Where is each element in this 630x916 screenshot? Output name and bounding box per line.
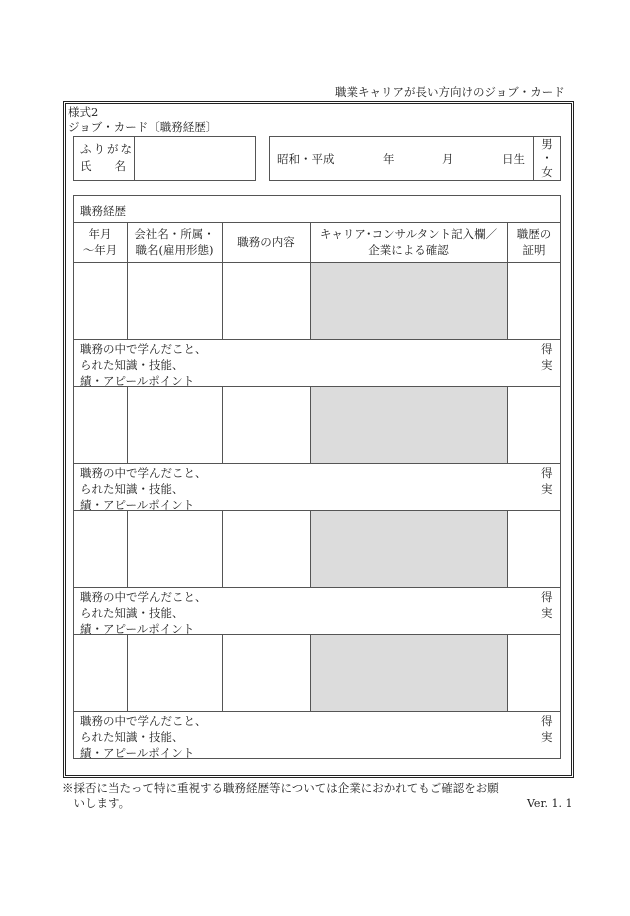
entry-field-period[interactable] xyxy=(74,635,126,710)
form-number: 様式2 xyxy=(68,105,99,119)
entry-field-duties[interactable] xyxy=(223,263,309,338)
column-header-company: 会社名・所属・ 職名(雇用形態) xyxy=(134,227,215,257)
era-label[interactable]: 昭和・平成 xyxy=(277,152,335,166)
year-label: 年 xyxy=(383,152,395,166)
appeal-label-right: 得 実 xyxy=(541,342,553,372)
appeal-label-right: 得 実 xyxy=(541,466,553,496)
appeal-field[interactable] xyxy=(200,341,530,383)
entry-field-duties[interactable] xyxy=(223,511,309,586)
name-label: 氏 名 xyxy=(80,159,126,173)
column-header-consultant-confirmation: キャリア･コンサルタント記入欄／ 企業による確認 xyxy=(319,227,498,257)
footer-note: ※採否に当たって特に重視する職務経歴等については企業におかれてもご確認をお願 いします。 xyxy=(62,781,499,810)
gender-select[interactable] xyxy=(534,137,560,179)
column-header-duties: 職務の内容 xyxy=(237,235,295,249)
section-label: 職務経歴 xyxy=(80,204,126,218)
entry-field-duties[interactable] xyxy=(223,635,309,710)
furigana-label: ふりがな xyxy=(80,142,134,156)
entry-field-company[interactable] xyxy=(128,263,221,338)
column-divider xyxy=(310,510,311,587)
column-header-employment-proof: 職歴の 証明 xyxy=(516,227,552,257)
appeal-field[interactable] xyxy=(200,465,530,507)
row-divider xyxy=(73,463,561,464)
row-divider xyxy=(73,711,561,712)
entry-field-employment-proof[interactable] xyxy=(508,635,560,710)
day-label: 日生 xyxy=(502,152,525,166)
appeal-label: 職務の中で学んだこと、 られた知識・技能、 績・アピールポイント xyxy=(80,342,207,388)
entry-field-period[interactable] xyxy=(74,263,126,338)
column-header-period: 年月 ～年月 xyxy=(82,227,118,257)
form-title: ジョブ・カード〔職務経歴〕 xyxy=(68,120,218,134)
entry-field-period[interactable] xyxy=(74,387,126,462)
row-divider xyxy=(73,339,561,340)
appeal-label: 職務の中で学んだこと、 られた知識・技能、 績・アピールポイント xyxy=(80,590,207,636)
month-label: 月 xyxy=(442,152,454,166)
appeal-label-right: 得 実 xyxy=(541,590,553,620)
gender-dot: ・ xyxy=(541,151,553,165)
consultant-field[interactable] xyxy=(311,511,507,587)
version: Ver. 1. 1 xyxy=(527,797,573,810)
entry-field-company[interactable] xyxy=(128,511,221,586)
appeal-field[interactable] xyxy=(200,589,530,631)
column-divider xyxy=(310,634,311,711)
appeal-label: 職務の中で学んだこと、 られた知識・技能、 績・アピールポイント xyxy=(80,714,207,760)
appeal-label-right: 得 実 xyxy=(541,714,553,744)
entry-field-company[interactable] xyxy=(128,387,221,462)
row-divider xyxy=(73,587,561,588)
gender-female[interactable]: 女 xyxy=(541,165,553,179)
entry-field-duties[interactable] xyxy=(223,387,309,462)
appeal-label: 職務の中で学んだこと、 られた知識・技能、 績・アピールポイント xyxy=(80,466,207,512)
entry-field-period[interactable] xyxy=(74,511,126,586)
consultant-field[interactable] xyxy=(311,635,507,711)
consultant-field[interactable] xyxy=(311,387,507,463)
entry-field-employment-proof[interactable] xyxy=(508,263,560,338)
consultant-field[interactable] xyxy=(311,263,507,339)
appeal-field[interactable] xyxy=(200,713,530,755)
entry-field-company[interactable] xyxy=(128,635,221,710)
header-title: 職業キャリアが長い方向けのジョブ・カード xyxy=(335,85,565,99)
column-divider xyxy=(310,386,311,463)
name-field[interactable] xyxy=(136,138,254,179)
entry-field-employment-proof[interactable] xyxy=(508,511,560,586)
column-divider xyxy=(310,262,311,339)
entry-field-employment-proof[interactable] xyxy=(508,387,560,462)
gender-male[interactable]: 男 xyxy=(541,137,553,151)
